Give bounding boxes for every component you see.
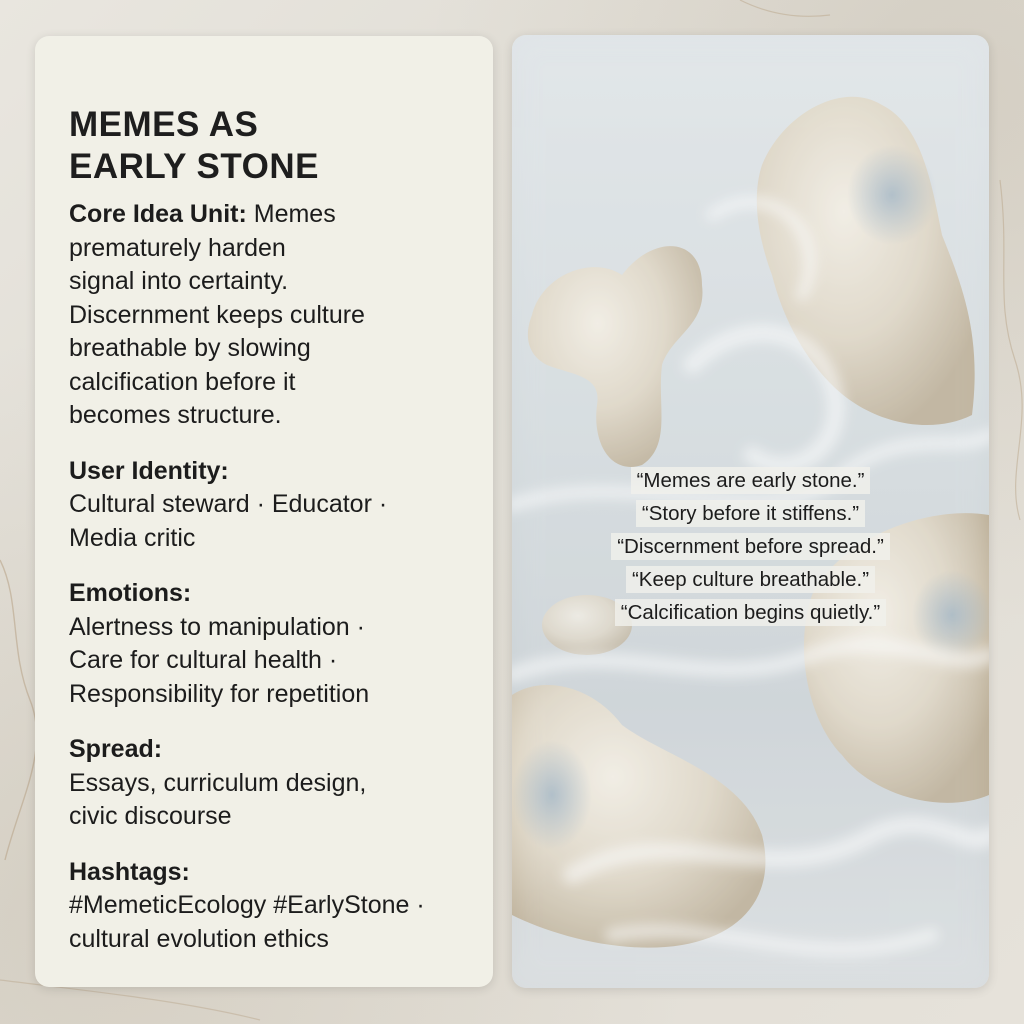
title-line: EARLY STONE [69, 147, 319, 186]
core-idea-text: Memes [253, 200, 336, 228]
core-idea-text: Discernment keeps culture [69, 300, 365, 329]
core-idea-section [69, 198, 463, 433]
core-idea-text: breathable by slowing [69, 334, 311, 362]
emotions-text: Responsibility for repetition [69, 679, 370, 708]
user-identity-text: Cultural steward · Educator · [69, 490, 388, 518]
page-title [69, 104, 463, 188]
emotions-text: Alertness to manipulation · [69, 612, 365, 641]
title-line: MEMES AS [69, 105, 259, 144]
quote-label: “Memes are early stone.” [631, 467, 871, 494]
core-idea-text: signal into certainty. [69, 267, 289, 295]
emotions-section [69, 577, 463, 711]
emotions-label: Emotions: [69, 579, 192, 607]
info-card [35, 36, 493, 987]
user-identity-label: User Identity: [69, 456, 229, 485]
spread-text: Essays, curriculum design, [69, 768, 367, 797]
quote-label: “Keep culture breathable.” [626, 566, 875, 593]
spread-text: civic discourse [69, 802, 232, 830]
hashtags-label: Hashtags: [69, 857, 190, 886]
core-idea-text: becomes structure. [69, 401, 282, 429]
stone-mist-illustration [512, 35, 989, 988]
core-idea-label: Core Idea Unit: [69, 200, 247, 228]
user-identity-section [69, 455, 463, 556]
quote-label: “Discernment before spread.” [611, 533, 890, 560]
emotions-text: Care for cultural health · [69, 646, 338, 674]
core-idea-text: calcification before it [69, 367, 296, 396]
quote-label: “Calcification begins quietly.” [615, 599, 886, 626]
core-idea-text: prematurely harden [69, 233, 286, 262]
hashtags-section [69, 856, 463, 957]
spread-section [69, 733, 463, 834]
hashtags-text: #MemeticEcology #EarlyStone · [69, 891, 425, 919]
quote-label: “Story before it stiffens.” [636, 500, 865, 527]
user-identity-text: Media critic [69, 523, 196, 552]
spread-label: Spread: [69, 735, 163, 763]
quote-list [512, 467, 989, 626]
hashtags-text: cultural evolution ethics [69, 924, 329, 953]
